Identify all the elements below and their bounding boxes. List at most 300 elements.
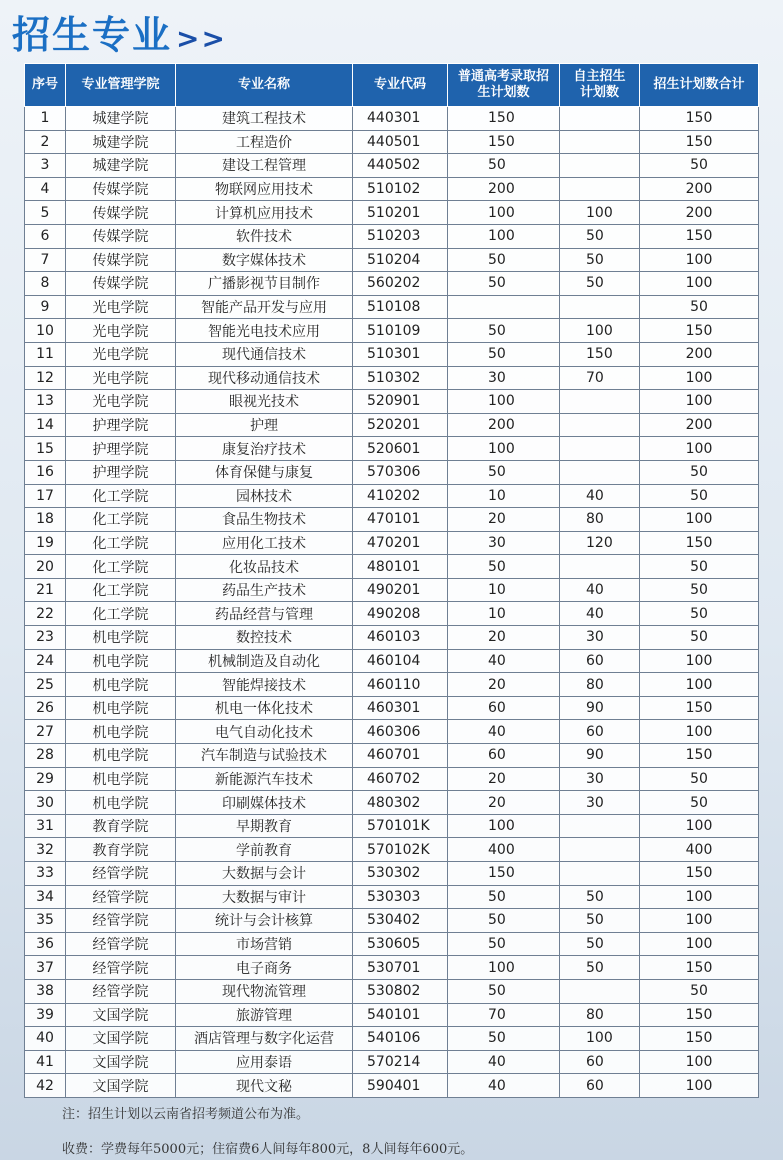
cell-college: 机电学院 <box>66 720 176 744</box>
cell-index: 9 <box>25 295 66 319</box>
table-row <box>25 838 759 862</box>
cell-self-plan: 100 <box>560 201 640 225</box>
cell-index: 22 <box>25 602 66 626</box>
cell-self-plan: 120 <box>560 531 640 555</box>
cell-college: 经管学院 <box>66 862 176 886</box>
cell-exam-plan: 100 <box>448 956 560 980</box>
table-row <box>25 814 759 838</box>
footnote: 注：招生计划以云南省招考频道公布为准。 <box>62 1107 310 1122</box>
cell-total: 50 <box>640 767 759 791</box>
table-row <box>25 791 759 815</box>
cell-exam-plan: 150 <box>448 130 560 154</box>
table-row <box>25 201 759 225</box>
header-exam-plan: 普通高考录取招生计划数 <box>448 64 560 107</box>
cell-self-plan: 60 <box>560 1050 640 1074</box>
cell-exam-plan: 50 <box>448 555 560 579</box>
cell-index: 19 <box>25 531 66 555</box>
table-body <box>25 107 759 1098</box>
cell-major: 电子商务 <box>176 956 353 980</box>
cell-self-plan: 30 <box>560 626 640 650</box>
table-row <box>25 979 759 1003</box>
cell-college: 护理学院 <box>66 437 176 461</box>
cell-index: 37 <box>25 956 66 980</box>
cell-code: 460104 <box>353 649 448 673</box>
cell-self-plan: 70 <box>560 366 640 390</box>
cell-major: 大数据与会计 <box>176 862 353 886</box>
cell-exam-plan: 150 <box>448 107 560 131</box>
cell-exam-plan: 100 <box>448 201 560 225</box>
cell-index: 6 <box>25 224 66 248</box>
header-code: 专业代码 <box>353 64 448 107</box>
cell-index: 11 <box>25 342 66 366</box>
cell-college: 护理学院 <box>66 413 176 437</box>
cell-total: 50 <box>640 484 759 508</box>
table-row <box>25 1074 759 1098</box>
cell-total: 100 <box>640 909 759 933</box>
table-row <box>25 531 759 555</box>
table-row <box>25 342 759 366</box>
cell-self-plan <box>560 437 640 461</box>
cell-total: 150 <box>640 224 759 248</box>
cell-exam-plan: 200 <box>448 413 560 437</box>
cell-college: 机电学院 <box>66 791 176 815</box>
cell-code: 470101 <box>353 508 448 532</box>
cell-total: 50 <box>640 460 759 484</box>
cell-college: 经管学院 <box>66 956 176 980</box>
fee-info: 收费：学费每年5000元；住宿费6人间每年800元，8人间每年600元。 <box>62 1142 474 1157</box>
table-row <box>25 130 759 154</box>
cell-self-plan <box>560 838 640 862</box>
cell-college: 光电学院 <box>66 390 176 414</box>
cell-major: 应用泰语 <box>176 1050 353 1074</box>
cell-exam-plan: 100 <box>448 437 560 461</box>
cell-self-plan: 60 <box>560 1074 640 1098</box>
cell-exam-plan: 50 <box>448 885 560 909</box>
cell-total: 100 <box>640 720 759 744</box>
cell-major: 汽车制造与试验技术 <box>176 744 353 768</box>
cell-total: 50 <box>640 578 759 602</box>
cell-college: 光电学院 <box>66 295 176 319</box>
cell-total: 50 <box>640 626 759 650</box>
cell-index: 7 <box>25 248 66 272</box>
cell-index: 21 <box>25 578 66 602</box>
cell-total: 100 <box>640 814 759 838</box>
cell-exam-plan: 40 <box>448 1050 560 1074</box>
table-row <box>25 909 759 933</box>
cell-total: 150 <box>640 744 759 768</box>
cell-self-plan <box>560 979 640 1003</box>
cell-code: 510204 <box>353 248 448 272</box>
table-row <box>25 272 759 296</box>
cell-code: 460701 <box>353 744 448 768</box>
cell-exam-plan: 40 <box>448 649 560 673</box>
cell-index: 1 <box>25 107 66 131</box>
cell-college: 机电学院 <box>66 626 176 650</box>
cell-self-plan <box>560 177 640 201</box>
cell-code: 510102 <box>353 177 448 201</box>
cell-college: 光电学院 <box>66 319 176 343</box>
cell-code: 510302 <box>353 366 448 390</box>
cell-major: 工程造价 <box>176 130 353 154</box>
cell-index: 16 <box>25 460 66 484</box>
title-text: 招生专业 <box>12 13 173 57</box>
cell-total: 50 <box>640 154 759 178</box>
cell-exam-plan: 60 <box>448 696 560 720</box>
cell-self-plan: 50 <box>560 224 640 248</box>
cell-code: 530303 <box>353 885 448 909</box>
table-row <box>25 744 759 768</box>
cell-college: 化工学院 <box>66 555 176 579</box>
table-row <box>25 885 759 909</box>
cell-major: 现代物流管理 <box>176 979 353 1003</box>
cell-exam-plan: 50 <box>448 272 560 296</box>
cell-self-plan: 60 <box>560 649 640 673</box>
cell-self-plan: 50 <box>560 909 640 933</box>
cell-code: 510301 <box>353 342 448 366</box>
cell-index: 29 <box>25 767 66 791</box>
cell-index: 3 <box>25 154 66 178</box>
cell-college: 化工学院 <box>66 508 176 532</box>
cell-major: 体育保健与康复 <box>176 460 353 484</box>
cell-major: 统计与会计核算 <box>176 909 353 933</box>
cell-total: 100 <box>640 1050 759 1074</box>
cell-exam-plan: 70 <box>448 1003 560 1027</box>
cell-exam-plan: 50 <box>448 932 560 956</box>
cell-self-plan: 40 <box>560 484 640 508</box>
cell-college: 化工学院 <box>66 484 176 508</box>
cell-total: 150 <box>640 956 759 980</box>
cell-total: 50 <box>640 555 759 579</box>
cell-major: 机电一体化技术 <box>176 696 353 720</box>
cell-college: 化工学院 <box>66 578 176 602</box>
page-title <box>12 4 227 59</box>
cell-index: 41 <box>25 1050 66 1074</box>
cell-index: 2 <box>25 130 66 154</box>
title-arrows: >> <box>176 22 227 55</box>
cell-self-plan: 90 <box>560 744 640 768</box>
header-major: 专业名称 <box>176 64 353 107</box>
cell-self-plan <box>560 413 640 437</box>
cell-exam-plan: 20 <box>448 508 560 532</box>
cell-self-plan: 50 <box>560 932 640 956</box>
cell-total: 150 <box>640 130 759 154</box>
cell-total: 100 <box>640 390 759 414</box>
cell-exam-plan: 40 <box>448 1074 560 1098</box>
header-college: 专业管理学院 <box>66 64 176 107</box>
cell-total: 150 <box>640 319 759 343</box>
cell-self-plan: 40 <box>560 602 640 626</box>
table-row <box>25 460 759 484</box>
cell-total: 100 <box>640 366 759 390</box>
table-row <box>25 578 759 602</box>
cell-major: 计算机应用技术 <box>176 201 353 225</box>
cell-exam-plan: 50 <box>448 248 560 272</box>
table-row <box>25 295 759 319</box>
table-row <box>25 673 759 697</box>
cell-college: 经管学院 <box>66 885 176 909</box>
cell-code: 590401 <box>353 1074 448 1098</box>
cell-exam-plan: 10 <box>448 484 560 508</box>
cell-index: 42 <box>25 1074 66 1098</box>
cell-college: 机电学院 <box>66 744 176 768</box>
table-row <box>25 1027 759 1051</box>
cell-self-plan <box>560 460 640 484</box>
cell-major: 化妆品技术 <box>176 555 353 579</box>
table-row <box>25 508 759 532</box>
cell-self-plan: 50 <box>560 885 640 909</box>
table-header-row <box>25 64 759 107</box>
cell-exam-plan: 20 <box>448 626 560 650</box>
cell-code: 480101 <box>353 555 448 579</box>
table-row <box>25 437 759 461</box>
cell-total: 100 <box>640 437 759 461</box>
cell-index: 30 <box>25 791 66 815</box>
cell-exam-plan: 20 <box>448 673 560 697</box>
cell-index: 26 <box>25 696 66 720</box>
cell-major: 数字媒体技术 <box>176 248 353 272</box>
cell-index: 8 <box>25 272 66 296</box>
table-row <box>25 720 759 744</box>
cell-code: 440501 <box>353 130 448 154</box>
cell-self-plan: 50 <box>560 272 640 296</box>
cell-exam-plan: 50 <box>448 909 560 933</box>
cell-index: 35 <box>25 909 66 933</box>
cell-index: 28 <box>25 744 66 768</box>
cell-total: 200 <box>640 177 759 201</box>
cell-major: 护理 <box>176 413 353 437</box>
cell-college: 经管学院 <box>66 932 176 956</box>
cell-exam-plan: 20 <box>448 791 560 815</box>
cell-index: 20 <box>25 555 66 579</box>
cell-self-plan: 80 <box>560 1003 640 1027</box>
cell-college: 化工学院 <box>66 602 176 626</box>
cell-code: 540106 <box>353 1027 448 1051</box>
cell-code: 440301 <box>353 107 448 131</box>
cell-self-plan: 80 <box>560 673 640 697</box>
cell-exam-plan: 50 <box>448 979 560 1003</box>
cell-code: 570306 <box>353 460 448 484</box>
cell-code: 560202 <box>353 272 448 296</box>
cell-major: 建筑工程技术 <box>176 107 353 131</box>
table-row <box>25 484 759 508</box>
cell-code: 520601 <box>353 437 448 461</box>
cell-exam-plan: 50 <box>448 154 560 178</box>
cell-index: 27 <box>25 720 66 744</box>
cell-self-plan <box>560 862 640 886</box>
cell-code: 570101K <box>353 814 448 838</box>
cell-college: 经管学院 <box>66 979 176 1003</box>
cell-code: 570214 <box>353 1050 448 1074</box>
cell-index: 15 <box>25 437 66 461</box>
cell-self-plan <box>560 814 640 838</box>
cell-major: 电气自动化技术 <box>176 720 353 744</box>
cell-college: 护理学院 <box>66 460 176 484</box>
cell-total: 100 <box>640 248 759 272</box>
cell-major: 软件技术 <box>176 224 353 248</box>
cell-self-plan <box>560 295 640 319</box>
cell-total: 50 <box>640 791 759 815</box>
cell-code: 530605 <box>353 932 448 956</box>
table-row <box>25 413 759 437</box>
cell-index: 23 <box>25 626 66 650</box>
cell-major: 新能源汽车技术 <box>176 767 353 791</box>
cell-college: 机电学院 <box>66 767 176 791</box>
cell-total: 100 <box>640 1074 759 1098</box>
cell-total: 50 <box>640 602 759 626</box>
cell-self-plan: 80 <box>560 508 640 532</box>
cell-total: 100 <box>640 508 759 532</box>
cell-code: 520201 <box>353 413 448 437</box>
cell-college: 机电学院 <box>66 673 176 697</box>
cell-major: 旅游管理 <box>176 1003 353 1027</box>
cell-code: 460306 <box>353 720 448 744</box>
cell-self-plan: 30 <box>560 791 640 815</box>
cell-major: 智能产品开发与应用 <box>176 295 353 319</box>
cell-code: 510203 <box>353 224 448 248</box>
cell-total: 150 <box>640 862 759 886</box>
cell-total: 400 <box>640 838 759 862</box>
cell-code: 510108 <box>353 295 448 319</box>
table-row <box>25 1050 759 1074</box>
cell-self-plan: 30 <box>560 767 640 791</box>
table-row <box>25 177 759 201</box>
cell-major: 药品经营与管理 <box>176 602 353 626</box>
cell-major: 智能焊接技术 <box>176 673 353 697</box>
table-row <box>25 932 759 956</box>
cell-total: 150 <box>640 107 759 131</box>
cell-exam-plan: 10 <box>448 578 560 602</box>
cell-college: 教育学院 <box>66 838 176 862</box>
cell-index: 33 <box>25 862 66 886</box>
cell-code: 540101 <box>353 1003 448 1027</box>
cell-exam-plan: 30 <box>448 531 560 555</box>
table-row <box>25 956 759 980</box>
cell-index: 4 <box>25 177 66 201</box>
cell-total: 200 <box>640 201 759 225</box>
cell-index: 32 <box>25 838 66 862</box>
cell-exam-plan: 50 <box>448 1027 560 1051</box>
cell-major: 机械制造及自动化 <box>176 649 353 673</box>
table-row <box>25 1003 759 1027</box>
cell-exam-plan: 100 <box>448 390 560 414</box>
cell-code: 410202 <box>353 484 448 508</box>
cell-major: 康复治疗技术 <box>176 437 353 461</box>
cell-exam-plan: 100 <box>448 224 560 248</box>
table-row <box>25 696 759 720</box>
cell-index: 17 <box>25 484 66 508</box>
cell-major: 现代通信技术 <box>176 342 353 366</box>
cell-index: 31 <box>25 814 66 838</box>
cell-index: 13 <box>25 390 66 414</box>
table-row <box>25 224 759 248</box>
cell-code: 530802 <box>353 979 448 1003</box>
table-row <box>25 602 759 626</box>
cell-code: 460103 <box>353 626 448 650</box>
cell-college: 机电学院 <box>66 696 176 720</box>
cell-major: 物联网应用技术 <box>176 177 353 201</box>
cell-code: 460301 <box>353 696 448 720</box>
cell-self-plan <box>560 555 640 579</box>
table-row <box>25 649 759 673</box>
cell-index: 39 <box>25 1003 66 1027</box>
cell-exam-plan: 100 <box>448 814 560 838</box>
cell-index: 40 <box>25 1027 66 1051</box>
cell-self-plan: 100 <box>560 1027 640 1051</box>
cell-code: 440502 <box>353 154 448 178</box>
table-row <box>25 154 759 178</box>
table-row <box>25 319 759 343</box>
cell-major: 建设工程管理 <box>176 154 353 178</box>
cell-total: 150 <box>640 696 759 720</box>
cell-index: 18 <box>25 508 66 532</box>
cell-college: 文国学院 <box>66 1027 176 1051</box>
cell-major: 现代移动通信技术 <box>176 366 353 390</box>
cell-college: 文国学院 <box>66 1003 176 1027</box>
cell-total: 100 <box>640 649 759 673</box>
cell-college: 传媒学院 <box>66 224 176 248</box>
cell-exam-plan: 30 <box>448 366 560 390</box>
cell-college: 城建学院 <box>66 154 176 178</box>
cell-self-plan: 50 <box>560 248 640 272</box>
enrollment-table <box>24 63 759 1098</box>
cell-self-plan: 100 <box>560 319 640 343</box>
cell-major: 眼视光技术 <box>176 390 353 414</box>
table-row <box>25 862 759 886</box>
cell-college: 光电学院 <box>66 342 176 366</box>
cell-self-plan: 40 <box>560 578 640 602</box>
cell-total: 50 <box>640 295 759 319</box>
cell-index: 24 <box>25 649 66 673</box>
cell-total: 100 <box>640 932 759 956</box>
table-row <box>25 107 759 131</box>
cell-code: 510201 <box>353 201 448 225</box>
cell-college: 文国学院 <box>66 1050 176 1074</box>
cell-college: 传媒学院 <box>66 177 176 201</box>
table-row <box>25 390 759 414</box>
cell-index: 10 <box>25 319 66 343</box>
cell-total: 200 <box>640 342 759 366</box>
cell-major: 食品生物技术 <box>176 508 353 532</box>
cell-code: 570102K <box>353 838 448 862</box>
cell-exam-plan: 10 <box>448 602 560 626</box>
cell-exam-plan: 150 <box>448 862 560 886</box>
cell-exam-plan: 200 <box>448 177 560 201</box>
cell-exam-plan: 50 <box>448 342 560 366</box>
cell-exam-plan: 50 <box>448 460 560 484</box>
cell-college: 文国学院 <box>66 1074 176 1098</box>
table-row <box>25 248 759 272</box>
cell-self-plan <box>560 390 640 414</box>
cell-college: 传媒学院 <box>66 248 176 272</box>
table-row <box>25 626 759 650</box>
cell-total: 100 <box>640 885 759 909</box>
cell-index: 12 <box>25 366 66 390</box>
cell-exam-plan: 40 <box>448 720 560 744</box>
table-row <box>25 555 759 579</box>
header-total: 招生计划数合计 <box>640 64 759 107</box>
cell-college: 教育学院 <box>66 814 176 838</box>
cell-total: 150 <box>640 1003 759 1027</box>
cell-major: 市场营销 <box>176 932 353 956</box>
cell-code: 490201 <box>353 578 448 602</box>
cell-total: 200 <box>640 413 759 437</box>
header-index: 序号 <box>25 64 66 107</box>
cell-self-plan: 150 <box>560 342 640 366</box>
cell-index: 36 <box>25 932 66 956</box>
cell-total: 150 <box>640 531 759 555</box>
cell-major: 大数据与审计 <box>176 885 353 909</box>
cell-exam-plan <box>448 295 560 319</box>
